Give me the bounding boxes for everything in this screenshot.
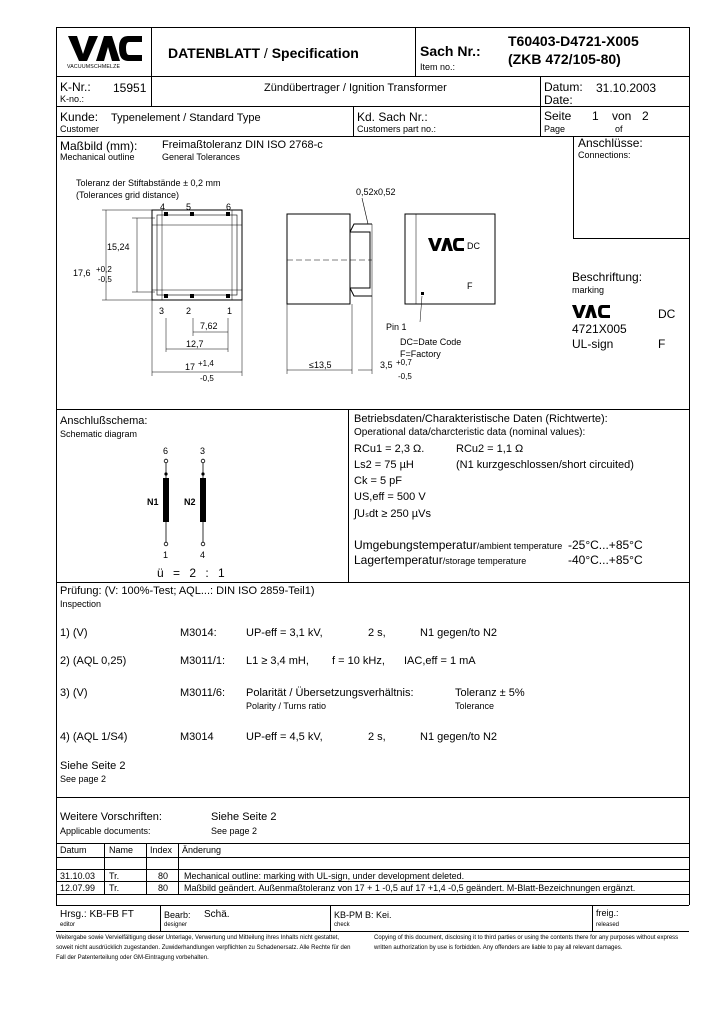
test-3-code: M3011/6: — [180, 687, 226, 699]
voltage-integral: ∫Uₛdt ≥ 250 µVs — [354, 508, 431, 520]
top-view-body — [152, 210, 242, 300]
applicable-value-en: See page 2 — [211, 826, 258, 836]
ambient-temp-label: Umgebungstemperatur/ambient temperature — [354, 538, 563, 552]
test-2-num: 2) (AQL 0,25) — [60, 655, 127, 667]
pin-label-1: 1 — [227, 306, 233, 316]
ls2-note: (N1 kurzgeschlossen/short circuited) — [456, 459, 634, 471]
pin1-marker — [421, 292, 424, 295]
dim-7-62: 7,62 — [200, 321, 218, 331]
tolerance-en-label: Tolerance — [455, 701, 495, 711]
dim-13-5: ≤13,5 — [309, 360, 332, 370]
knr-value: 15951 — [113, 81, 147, 95]
part-number: T60403-D4721-X005 — [508, 33, 639, 49]
pin-marker — [190, 294, 194, 298]
legal-notice-en: Copying of this document, disclosing it to third parties or using the contents there for any purposes without express written authorization by use is forbidden. Any offenders are liable to pay all relevant damages. — [374, 935, 679, 951]
test-3-param1: Polarität / Übersetzungsverhältnis: — [246, 687, 414, 699]
dim-17: 17 — [185, 362, 196, 372]
marking-dc: DC — [658, 307, 676, 321]
test-1-param3: N1 gegen/to N2 — [420, 627, 498, 639]
changes-header-index: Index — [150, 845, 173, 855]
test-4-code: M3014 — [180, 731, 214, 743]
datasheet-title: DATENBLATT / Specification — [168, 45, 359, 61]
check-field: KB-PM B: Kei. — [334, 910, 392, 920]
operational-title-en: Operational data/charcteristic data (nominal values): — [354, 427, 586, 438]
applicable-label-en: Applicable documents: — [60, 826, 151, 836]
check-label: check — [334, 922, 350, 928]
kd-label: Kd. Sach Nr.: — [357, 110, 428, 124]
schem-pin-1: 1 — [163, 550, 169, 560]
table-row: Mechanical outline: marking with UL-sign, under development deleted. — [184, 871, 465, 881]
table-row: Tr. — [109, 871, 120, 881]
pin-size: 0,52x0,52 — [356, 187, 396, 197]
test-4-param1: UP-eff = 4,5 kV, — [246, 731, 323, 743]
schematic-title: Anschlußschema: — [60, 415, 148, 427]
tolerance-de: Freimaßtoleranz DIN ISO 2768-c — [162, 139, 323, 151]
company-logo — [66, 34, 144, 70]
dim-3-5: 3,5 — [380, 360, 393, 370]
pin-label-2: 2 — [186, 306, 192, 316]
of-label: of — [615, 124, 623, 134]
test-2-code: M3011/1: — [180, 655, 226, 667]
page-value: 1 — [592, 109, 599, 123]
dim-17-tol-up: +1,4 — [198, 359, 214, 368]
us-eff: US,eff = 500 V — [354, 491, 426, 503]
test-4-num: 4) (AQL 1/S4) — [60, 731, 128, 743]
seite-label: Seite — [544, 109, 572, 123]
changes-header-name: Name — [109, 845, 134, 855]
pin-label-3: 3 — [159, 306, 165, 316]
test-3-num: 3) (V) — [60, 687, 88, 699]
frame-right — [689, 27, 690, 905]
pin-label-5: 5 — [186, 202, 192, 212]
table-row: 80 — [158, 883, 169, 893]
test-1-param2: 2 s, — [368, 627, 386, 639]
schem-pin-3: 3 — [200, 446, 206, 456]
date-label: Date: — [544, 93, 573, 107]
schem-pin-6: 6 — [163, 446, 169, 456]
schematic-title-en: Schematic diagram — [60, 429, 138, 439]
marking-line3: UL-sign — [572, 337, 614, 351]
schematic-diagram — [140, 440, 230, 580]
coil-n2 — [200, 478, 206, 522]
knr-label: K-Nr.: — [60, 80, 91, 94]
operational-title: Betriebsdaten/Charakteristische Daten (Richtwerte): — [354, 413, 608, 425]
rcu2: RCu2 = 1,1 Ω — [456, 443, 524, 455]
dim-17-6-tol-dn: -0,5 — [98, 275, 112, 284]
von-label: von — [612, 109, 632, 123]
schem-n1: N1 — [147, 497, 159, 507]
tolerance-en: General Tolerances — [162, 152, 240, 162]
schem-pin-4: 4 — [200, 550, 206, 560]
test-2-param1: L1 ≥ 3,4 mH, — [246, 655, 309, 667]
table-row: Tr. — [109, 883, 120, 893]
table-row: Maßbild geändert. Außenmaßtoleranz von 17 + 1 -0,5 auf 17 +1,4 -0,5 geändert. M-Blatt-Bezeichnungen ergänzt. — [184, 883, 636, 893]
dim-3-5-tol-dn: -0,5 — [398, 372, 412, 381]
test-1-num: 1) (V) — [60, 627, 88, 639]
polarity-en: Polarity / Turns ratio — [246, 701, 327, 711]
rcu1: RCu1 = 2,3 Ω. — [354, 443, 425, 455]
connections-title-en: Connections: — [578, 150, 631, 160]
marking-line2: 4721X005 — [572, 322, 627, 336]
test-2-param3: IAC,eff = 1 mA — [404, 655, 476, 667]
frame-left — [56, 27, 57, 905]
ambient-temp-value: -25°C...+85°C — [568, 538, 643, 552]
bearb-label: Bearb: — [164, 910, 191, 920]
marking-logo — [572, 304, 612, 320]
editor-label: editor — [60, 922, 76, 928]
part-number-alt: (ZKB 472/105-80) — [508, 51, 621, 67]
front-view-logo — [428, 238, 464, 251]
inspection-see: See page 2 — [60, 774, 107, 784]
marking-title-en: marking — [572, 285, 605, 295]
date-value: 31.10.2003 — [596, 81, 657, 95]
storage-temp-label: Lagertemperatur/storage temperature — [354, 553, 527, 567]
pin-label-4: 4 — [160, 202, 166, 212]
mechanical-drawing — [56, 180, 576, 400]
kd-sub-label: Customers part no.: — [357, 124, 437, 134]
designer-label: designer — [164, 922, 188, 928]
connections-title: Anschlüsse: — [578, 136, 643, 150]
dim-15-24: 15,24 — [107, 242, 130, 252]
test-4-param3: N1 gegen/to N2 — [420, 731, 498, 743]
pin-marker — [164, 294, 168, 298]
released-label: released — [596, 922, 620, 928]
front-view-body — [405, 214, 495, 304]
pin-label-6: 6 — [226, 202, 232, 212]
sach-label: Sach Nr.: — [420, 43, 481, 59]
pin-marker — [226, 294, 230, 298]
mechanical-title: Maßbild (mm): — [60, 139, 138, 153]
test-1-param1: UP-eff = 3,1 kV, — [246, 627, 323, 639]
inspection-siehe: Siehe Seite 2 — [60, 760, 126, 772]
inspection-title-en: Inspection — [60, 599, 102, 609]
item-label: Item no.: — [420, 62, 456, 72]
dc-legend: DC=Date Code — [400, 337, 462, 347]
table-row: 12.07.99 — [60, 883, 96, 893]
pin-marker — [190, 212, 194, 216]
front-view-f: F — [467, 281, 473, 291]
pin1-label: Pin 1 — [386, 322, 407, 332]
hrsg-field: Hrsg.: KB-FB FT — [60, 909, 134, 920]
side-view-body — [287, 214, 350, 304]
table-row: 31.10.03 — [60, 871, 96, 881]
schem-n2: N2 — [184, 497, 196, 507]
customer-label: Customer — [60, 124, 100, 134]
front-view-dc: DC — [467, 241, 480, 251]
pin-marker — [226, 212, 230, 216]
customer-value: Typenelement / Standard Type — [111, 112, 261, 124]
dim-17-6-tol-up: +0,2 — [96, 265, 112, 274]
ls2: Ls2 = 75 µH — [354, 459, 414, 471]
f-legend: F=Factory — [400, 349, 441, 359]
bearb-value: Schä. — [204, 909, 230, 920]
datum-label: Datum: — [544, 80, 583, 94]
dim-12-7: 12,7 — [186, 339, 204, 349]
applicable-value: Siehe Seite 2 — [211, 811, 277, 823]
kno-label: K-no.: — [60, 94, 85, 104]
legal-notice-de: Weitergabe sowie Vervielfältigung dieser Unterlage, Verwertung und Mitteilung ihres Inhalts nicht gestattet, soweit nicht ausdrücklich zugestanden. Zuwiderhandlungen verpflichten zu Schadenersatz. Alle Rechte für den Fall der Patenterteilung oder GM-Eintragung vorbehalten. — [56, 935, 351, 961]
pages-total: 2 — [642, 109, 649, 123]
storage-temp-value: -40°C...+85°C — [568, 553, 643, 567]
marking-title: Beschriftung: — [572, 270, 643, 284]
test-1-code: M3014: — [180, 627, 217, 639]
grid-tolerance-en: (Tolerances grid distance) — [76, 190, 180, 200]
mechanical-title-en: Mechanical outline — [60, 152, 135, 162]
freig-label: freig.: — [596, 908, 619, 918]
marking-f: F — [658, 337, 666, 351]
dim-3-5-tol-up: +0,7 — [396, 358, 412, 367]
logo-subtext: VACUUMSCHMELZE — [67, 64, 121, 70]
product-name: Zündübertrager / Ignition Transformer — [264, 82, 447, 94]
changes-header-change: Änderung — [182, 845, 222, 855]
inspection-title: Prüfung: (V: 100%-Test; AQL...: DIN ISO 2859-Teil1) — [60, 585, 315, 597]
changes-header-date: Datum — [60, 845, 87, 855]
ck: Ck = 5 pF — [354, 475, 402, 487]
test-2-param2: f = 10 kHz, — [332, 655, 385, 667]
page-label: Page — [544, 124, 566, 134]
turns-ratio: ü = 2 : 1 — [157, 566, 225, 580]
test-3-param3: Toleranz ± 5% — [455, 687, 525, 699]
dim-17-tol-dn: -0,5 — [200, 374, 214, 383]
test-4-param2: 2 s, — [368, 731, 386, 743]
grid-tolerance-de: Toleranz der Stiftabstände ± 0,2 mm — [76, 178, 221, 188]
kunde-label: Kunde: — [60, 110, 99, 124]
dim-17-6: 17,6 — [73, 268, 91, 278]
applicable-label: Weitere Vorschriften: — [60, 811, 162, 823]
pin-marker — [164, 212, 168, 216]
coil-n1 — [163, 478, 169, 522]
table-row: 80 — [158, 871, 169, 881]
